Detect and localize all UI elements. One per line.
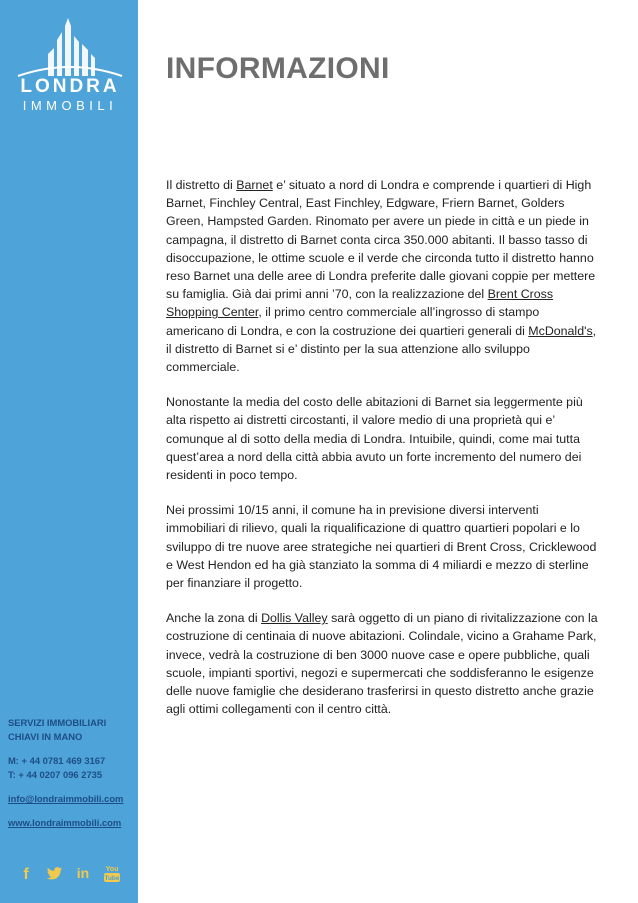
mcdonalds-link[interactable]: McDonald's (528, 323, 593, 338)
mobile-number: M: + 44 0781 469 3167 (8, 755, 106, 766)
text-segment: Anche la zona di (166, 611, 262, 626)
barnet-link[interactable]: Barnet (236, 178, 273, 192)
text-segment: Il distretto di (166, 178, 237, 192)
spacer (8, 806, 136, 816)
text-segment: , il primo centro commerciale all’ingrosso di stampo americano di Londra, e con la costruzione dei quartieri generali di (166, 305, 540, 338)
social-links (15, 862, 123, 884)
svg-text:f: f (23, 866, 29, 883)
contact-block (8, 716, 136, 830)
dollis-valley-link[interactable]: Dollis Valley (261, 611, 328, 626)
svg-text:Tube: Tube (104, 875, 120, 882)
page-title: INFORMAZIONI (166, 52, 390, 85)
text-segment: e’ situato a nord di Londra e comprende i quartieri di High Barnet, Finchley Central, East Finchley, Edgware, Friern Barnet, Golders Green, Hampsted Garden. Rinomato per avere un piede in città e un piede in campagna, il distretto di Barnet conta circa 350.000 abitanti. Il basso tasso di disoccupazione, le ottime scuole e il verde che circonda tutto il distretto hanno reso Barnet una delle aree di Londra preferite dalle giovani coppie per mettere su famiglia. Già dai primi anni ’70, con la realizzazione del (166, 178, 596, 302)
facebook-icon[interactable] (15, 862, 37, 884)
londra-immobili-logo[interactable] (10, 18, 130, 118)
spacer (8, 744, 136, 754)
services-line-2: CHIAVI IN MANO (8, 731, 83, 742)
website-link[interactable]: www.londraimmobili.com (8, 817, 122, 828)
spacer (8, 782, 136, 792)
paragraph-barnet-intro (166, 176, 598, 376)
brent-cross-link[interactable]: Brent Cross Shopping Center (166, 287, 554, 320)
text-segment: , il distretto di Barnet si e’ distinto per la sua attenzione allo sviluppo commerciale. (166, 323, 597, 375)
services-line-1: SERVIZI IMMOBILIARI (8, 717, 107, 728)
twitter-icon[interactable] (44, 862, 66, 884)
paragraph-housing-cost: Nonostante la media del costo delle abitazioni di Barnet sia leggermente più alta rispetto ai distretti circostanti, il valore medio di una proprietà qui e’ comunque al di sotto della media di Londra. Intuibile, quindi, come mai tutta quest’area a nord della città abbia avuto un forte incremento del numero dei residenti in poco tempo. (166, 395, 583, 483)
logo-name: LONDRA (20, 76, 120, 97)
phone-number: T: + 44 0207 096 2735 (8, 769, 103, 780)
linkedin-icon[interactable] (72, 862, 94, 884)
paragraph-dollis-valley (166, 609, 598, 718)
main-content (166, 176, 598, 735)
email-link[interactable]: info@londraimmobili.com (8, 793, 124, 804)
logo-subtitle: IMMOBILI (22, 98, 118, 113)
youtube-icon[interactable] (101, 862, 123, 884)
skyline-icon (10, 18, 130, 78)
text-segment: sarà oggetto di un piano di rivitalizzazione con la costruzione di centinaia di nuove abitazioni. Colindale, vicino a Grahame Park, invece, vedrà la costruzione di ben 3000 nuove case e opere pubbliche, quali scuole, impianti sportivi, negozi e supermercati che soddisferanno le esigenze delle nuove famiglie che desiderano trasferirsi in questo distretto anche grazie agli ottimi collegamenti con il centro città. (166, 611, 598, 717)
sidebar (0, 0, 138, 903)
svg-text:You: You (105, 866, 119, 873)
svg-text:in: in (77, 865, 90, 881)
paragraph-future-projects: Nei prossimi 10/15 anni, il comune ha in previsione diversi interventi immobiliari di rilievo, quali la riqualificazione di quattro quartieri popolari e lo sviluppo di tre nuove aree strategiche nei quartieri di Brent Cross, Cricklewood e West Hendon ed ha già stanziato la somma di 4 miliardi e mezzo di sterline per finanziare il progetto. (166, 503, 597, 591)
